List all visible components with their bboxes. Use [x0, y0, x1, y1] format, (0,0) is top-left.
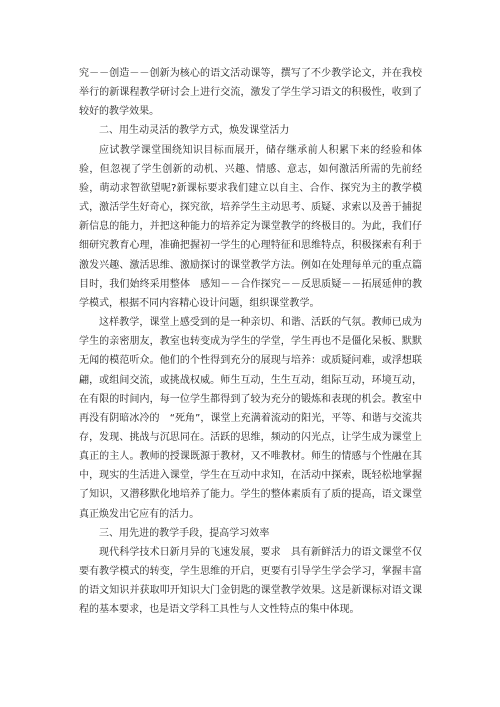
section-heading-two: 二、用生动灵活的教学方式，焕发课堂活力: [99, 125, 290, 137]
paragraph-teaching-method: 应试教学课堂围绕知识目标而展开，储存继承前人积累下来的经验和体验，但忽视了学生创新的动机、兴趣、情感、意志，如何激活所需的先前经验，萌动求智欲望呢?新课标要求我们建立以自主、合作、探究为主的教学模式，激活学生好奇心，探究欲，培养学生主动思考、质疑、求索以及善于捕捉新信息的能力，并把这种能力的培养定为课堂教学的终极目的。为此，我们仔细研究教育心理，准确把握初一学生的心理特征和思维特点，积极探索有利于激发兴趣、激活思维、激励探讨的课堂教学方法。例如在处理每单元的重点篇目时，我们始终采用整体 感知－－合作探究－－反思质疑－－拓展延伸的教学模式，根据不同内容精心设计问题，组织课堂教学。: [79, 144, 422, 309]
paragraph-classroom-atmosphere: 这样教学，课堂上感受到的是一种亲切、和谐、活跃的气氛。教师已成为学生的亲密朋友，教室也转变成为学生的学堂，学生再也不是僵化呆板、默默无闻的模范听众。他们的个性得到充分的展现与培养：或质疑问难，或浮想联翩，或组间交流，或挑战权威。师生互动，生生互动，组际互动，环境互动，在有限的时间内，每一位学生都得到了较为充分的锻炼和表现的机会。教室中再没有阴暗冰冷的 “死角”，课堂上充满着流动的阳光，平等、和谐与交流共存，发现、挑战与沉思同在。活跃的思维，频动的闪光点，让学生成为课堂上真正的主人。教师的授课既源于教材，又不唯教材。师生的情感与个性融在其中，现实的生活进入课堂，学生在互动中求知，在活动中探索，既轻松地掌握了知识，又潜移默化地培养了能力。学生的整体素质有了质的提高，语文课堂真正焕发出它应有的活力。: [79, 317, 422, 520]
paragraph-modern-technology: 现代科学技术日新月异的飞速发展，要求 具有新鲜活力的语文课堂不仅要有教学模式的转变，学生思维的开启，更要有引导学生学会学习，掌握丰富的语文知识并获取叩开知识大门金钥匙的课堂教学效果。这是新课标对语文课程的基本要求，也是语文学科工具性与人文性特点的集中体现。: [79, 546, 422, 616]
paragraph-continuation: 究－－创造－－创新为核心的语文活动课等，撰写了不少教学论文，并在我校举行的新课程教学研讨会上进行交流，激发了学生学习语文的积极性，收到了较好的教学效果。: [79, 68, 422, 118]
section-heading-three: 三、用先进的教学手段，提高学习效率: [99, 527, 270, 539]
document-body: [79, 64, 422, 620]
